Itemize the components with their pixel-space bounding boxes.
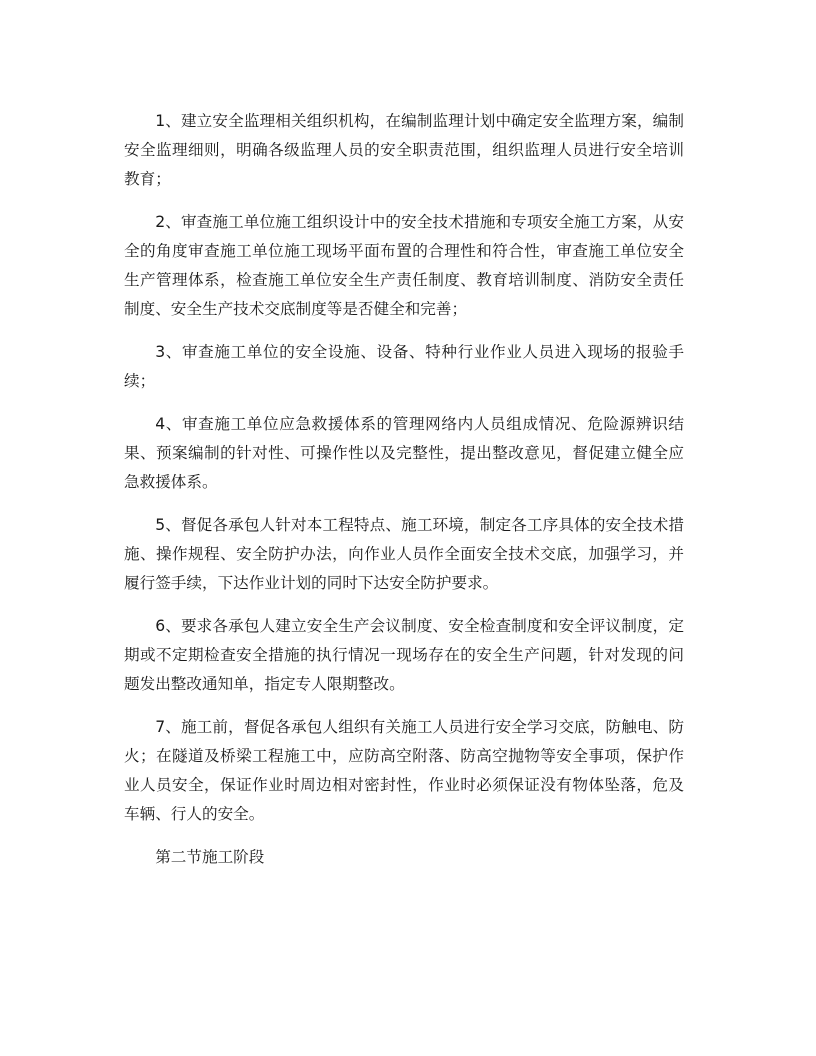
paragraph-3: 3、审查施工单位的安全设施、设备、特种行业作业人员进入现场的报验手续； <box>124 343 684 390</box>
paragraph-1: 1、建立安全监理相关组织机构，在编制监理计划中确定安全监理方案，编制安全监理细则，明确各级监理人员的安全职责范围，组织监理人员进行安全培训教育； <box>124 112 684 188</box>
section-heading: 第二节施工阶段 <box>155 848 265 866</box>
paragraph-7: 7、施工前，督促各承包人组织有关施工人员进行安全学习交底，防触电、防火；在隧道及桥梁工程施工中，应防高空附落、防高空抛物等安全事项，保护作业人员安全，保证作业时周边相对密封性，作业时必须保证没有物体坠落，危及车辆、行人的安全。 <box>124 718 684 823</box>
paragraph-5: 5、督促各承包人针对本工程特点、施工环境，制定各工序具体的安全技术措施、操作规程、安全防护办法，向作业人员作全面安全技术交底，加强学习，并履行签手续，下达作业计划的同时下达安全防护要求。 <box>124 516 684 592</box>
paragraph-2: 2、审查施工单位施工组织设计中的安全技术措施和专项安全施工方案，从安全的角度审查施工单位施工现场平面布置的合理性和符合性，审查施工单位安全生产管理体系，检查施工单位安全生产责任制度、教育培训制度、消防安全责任制度、安全生产技术交底制度等是否健全和完善； <box>124 213 684 318</box>
paragraph-6: 6、要求各承包人建立安全生产会议制度、安全检查制度和安全评议制度，定期或不定期检查安全措施的执行情况一现场存在的安全生产问题，针对发现的问题发出整改通知单，指定专人限期整改。 <box>124 617 684 693</box>
paragraph-4: 4、审查施工单位应急救援体系的管理网络内人员组成情况、危险源辨识结果、预案编制的针对性、可操作性以及完整性，提出整改意见，督促建立健全应急救援体系。 <box>124 415 684 491</box>
document-body <box>124 107 684 872</box>
